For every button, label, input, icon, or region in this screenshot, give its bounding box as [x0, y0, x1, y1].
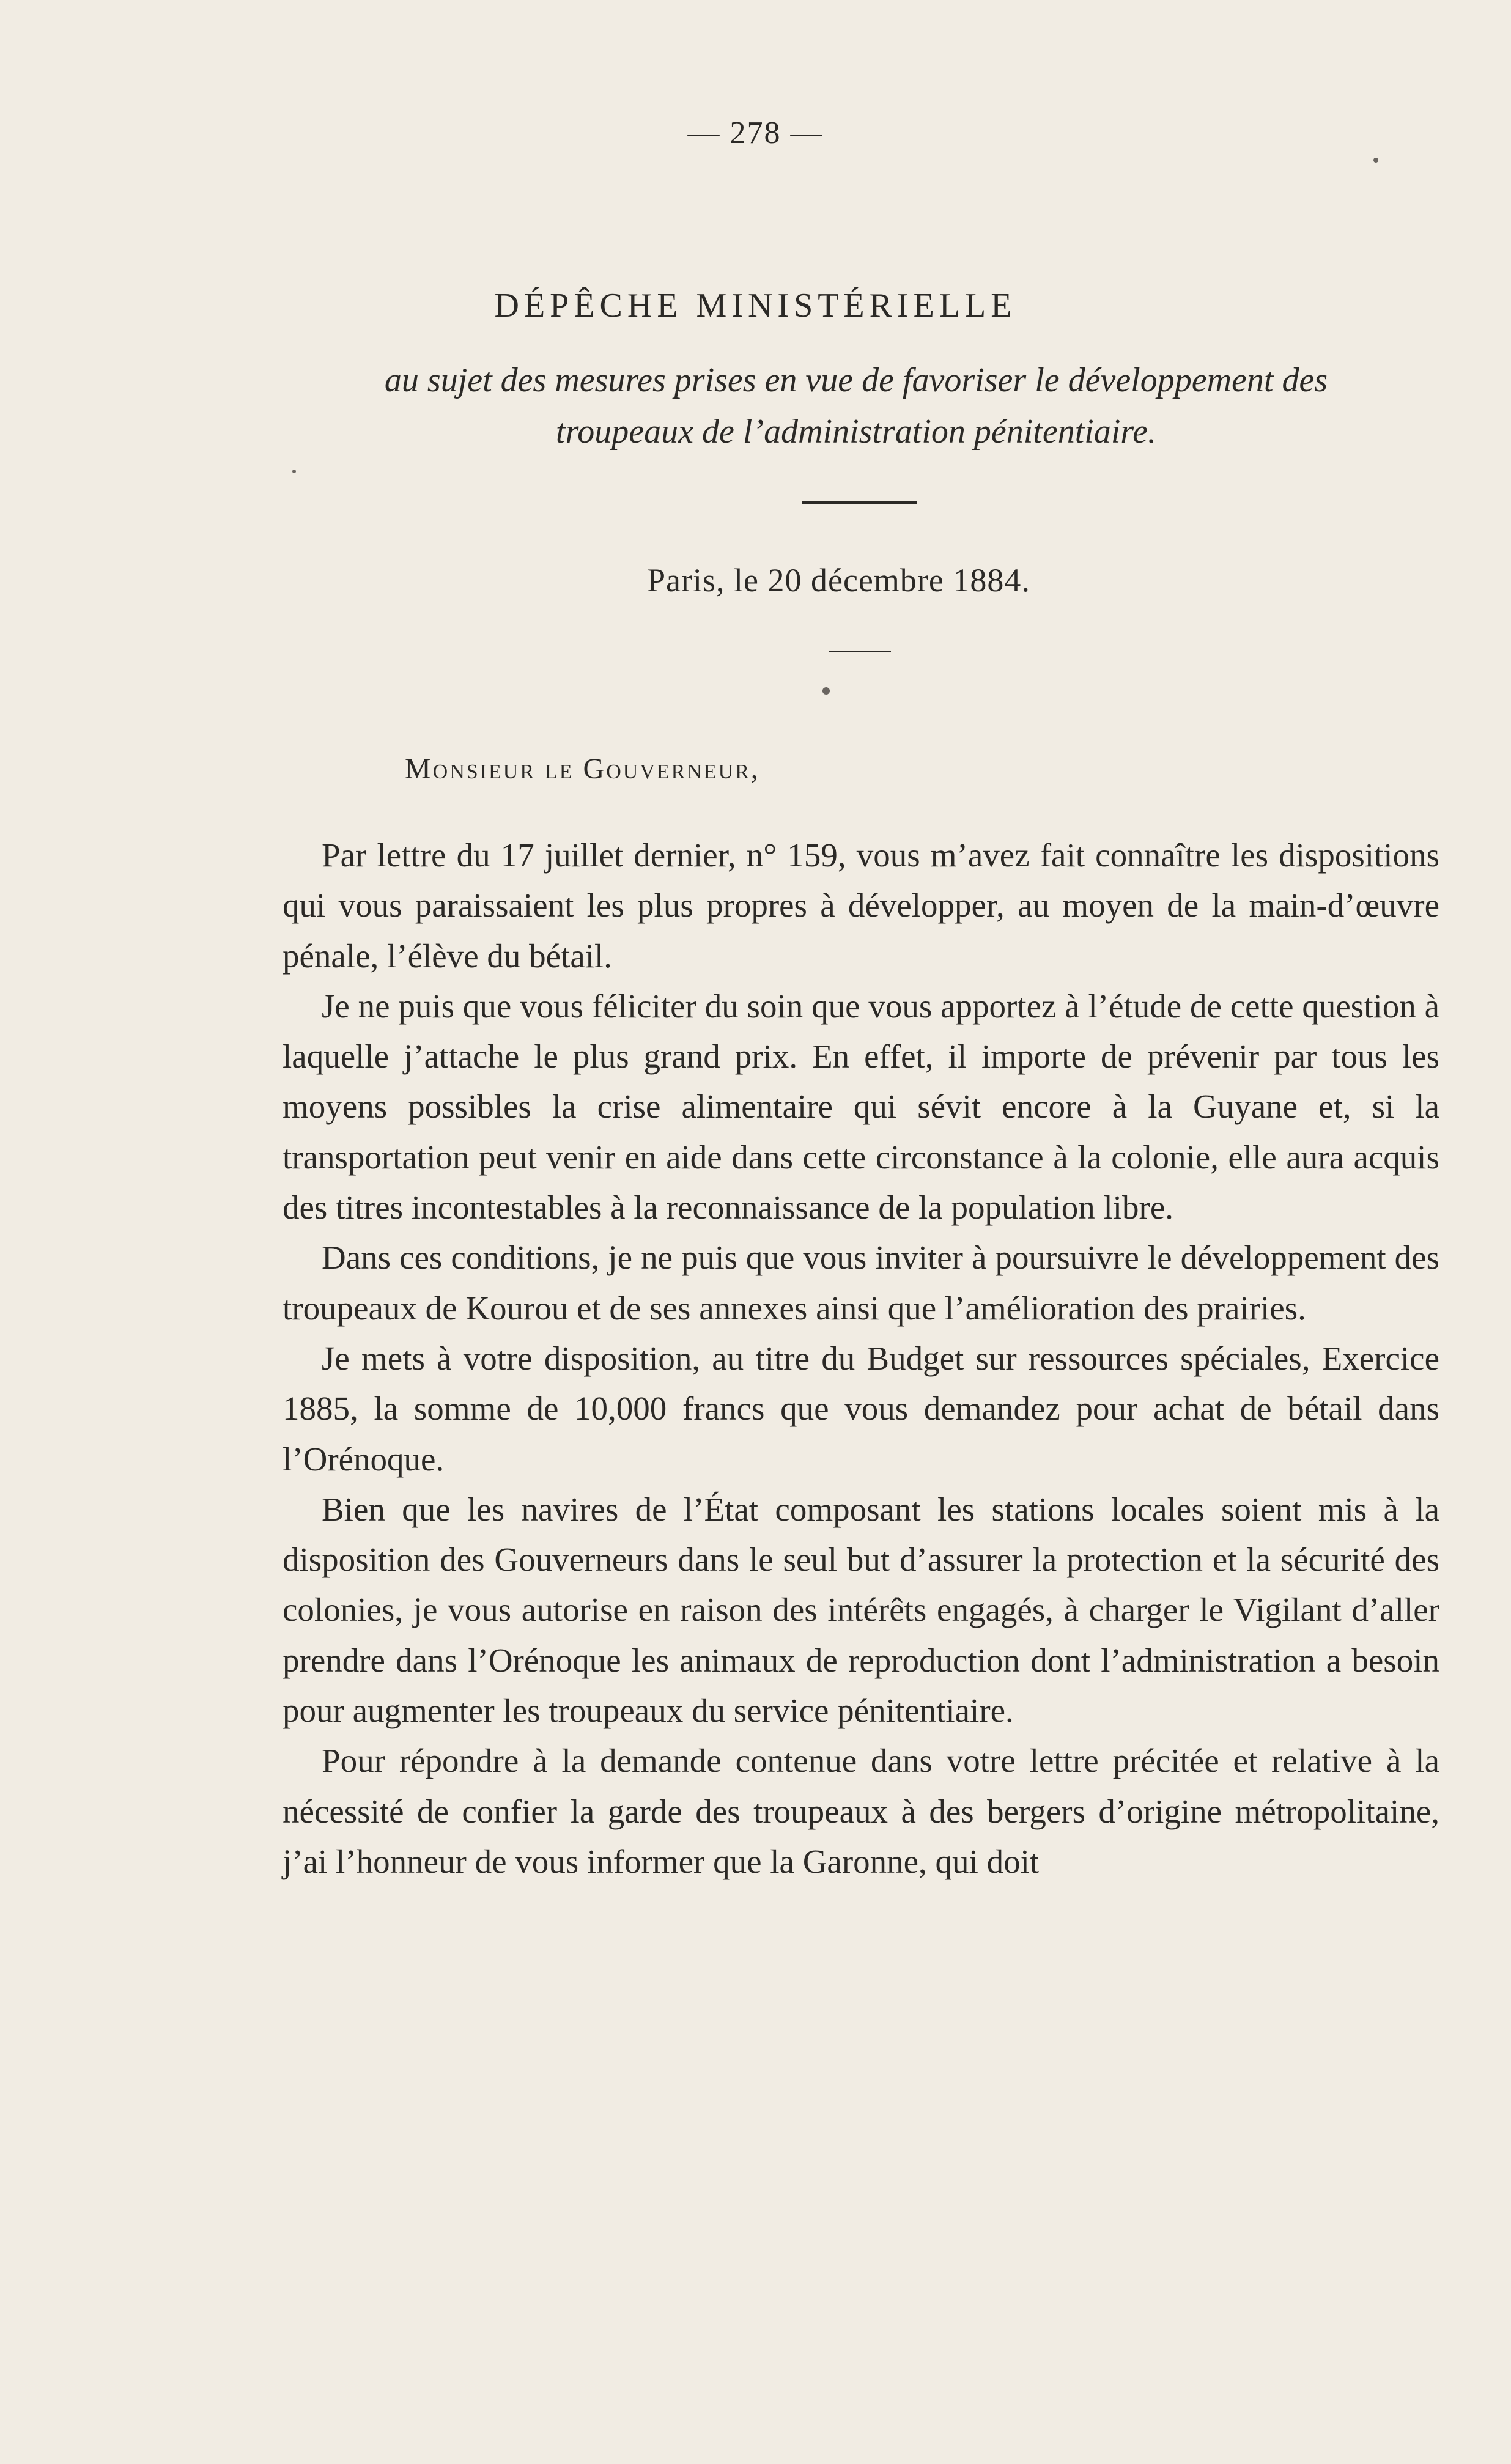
paragraph: Par lettre du 17 juillet dernier, n° 159, vous m’avez fait connaître les dispositions qui vous paraissaient les plus propres à développer, au moyen de la main-d’œuvre pénale, l’élève du bétail. [283, 836, 1439, 975]
document-subtitle: au sujet des mesures prises en vue de favoriser le développement des troupeaux de l’administration pénitentiaire. [384, 361, 1328, 451]
document-title: DÉPÊCHE MINISTÉRIELLE [494, 287, 1017, 325]
paper-speck [822, 687, 830, 695]
title-divider [802, 501, 917, 504]
paragraph: Pour répondre à la demande contenue dans votre lettre précitée et relative à la nécessité de confier la garde des troupeaux à des bergers d’origine métropolitaine, j’ai l’honneur de vous informer que la Garonne, qui doit [283, 1742, 1439, 1880]
date-divider [829, 651, 891, 652]
paragraph: Bien que les navires de l’État composant les stations locales soient mis à la disposition des Gouverneurs dans le seul but d’assurer la protection et la sécurité des colonies, je vous autorise en raison des intérêts engagés, à charger le Vigilant d’aller prendre dans l’Orénoque les animaux de reproduction dont l’administration a besoin pour augmenter les troupeaux du service pénitentiaire. [283, 1490, 1439, 1730]
paper-speck [1373, 158, 1378, 163]
paragraph: Dans ces conditions, je ne puis que vous inviter à poursuivre le développement des troupeaux de Kourou et de ses annexes ainsi que l’amélioration des prairies. [283, 1239, 1439, 1327]
paragraph: Je ne puis que vous féliciter du soin que vous apportez à l’étude de cette question à laquelle j’attache le plus grand prix. En effet, il importe de prévenir par tous les moyens possibles la crise alimentaire qui sévit encore à la Guyane et, si la transportation peut venir en aide dans cette circonstance à la colonie, elle aura acquis des titres incontestables à la reconnaissance de la population libre. [283, 987, 1439, 1226]
page-number: — 278 — [687, 116, 824, 150]
salutation: Monsieur le Gouverneur, [405, 753, 760, 785]
paragraph: Je mets à votre disposition, au titre du Budget sur ressources spéciales, Exercice 1885, la somme de 10,000 francs que vous demandez pour achat de bétail dans l’Orénoque. [283, 1339, 1439, 1478]
letter-body [283, 830, 1439, 1887]
date-line: Paris, le 20 décembre 1884. [647, 562, 1030, 599]
paper-speck [292, 470, 296, 473]
